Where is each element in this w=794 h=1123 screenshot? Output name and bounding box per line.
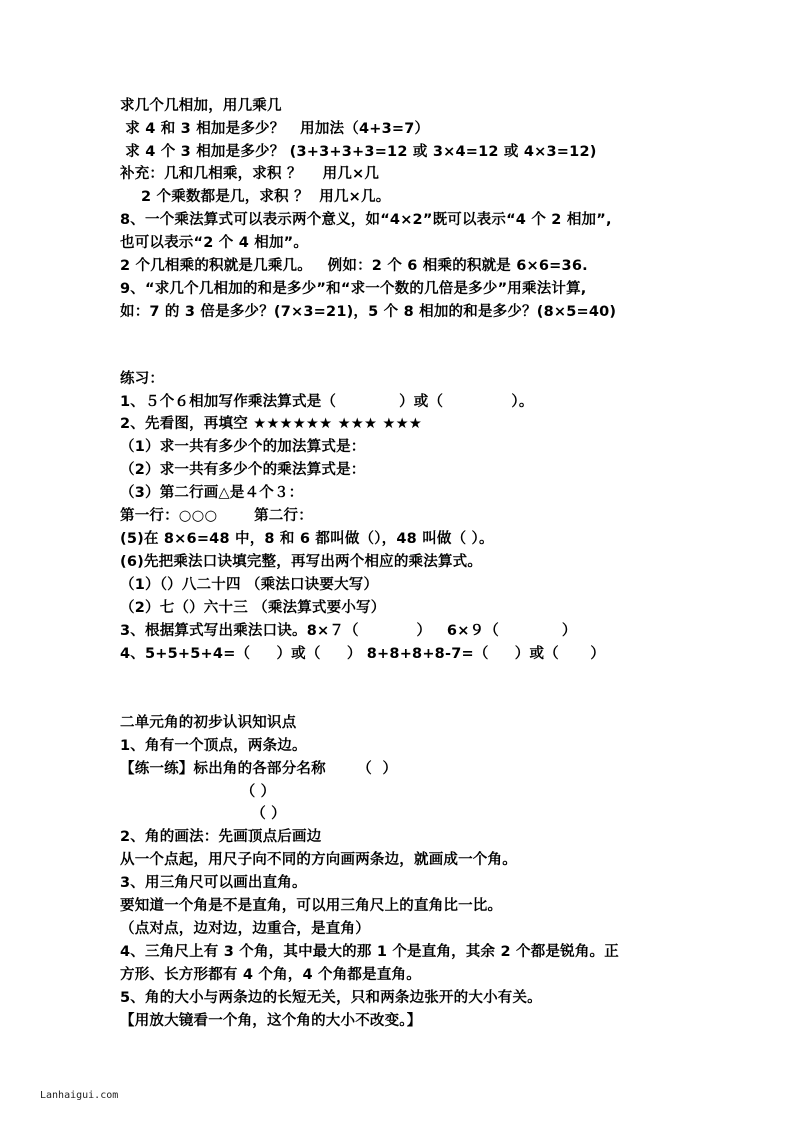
exercise-line: 4、5+5+5+4=（ ）或（ ） 8+8+8+8-7=（ ）或（ ）: [120, 646, 606, 662]
angle-line: （ ）: [120, 784, 276, 800]
angle-line: 5、角的大小与两条边的长短无关，只和两条边张开的大小有关。: [120, 990, 542, 1006]
section1-line: 2 个几相乘的积就是几乘几。 例如：2 个 6 相乘的积就是 6×6=36.: [120, 258, 588, 274]
exercise-line: （3）第二行画△是４个３：: [120, 485, 304, 501]
exercise-line: 2、先看图，再填空 ★★★★★★ ★★★ ★★★: [120, 416, 423, 432]
angle-line: 4、三角尺上有 3 个角，其中最大的那 1 个是直角，其余 2 个都是锐角。正: [120, 944, 619, 960]
angle-line: 1、角有一个顶点，两条边。: [120, 738, 307, 754]
exercise-line: （2）求一共有多少个的乘法算式是：: [120, 462, 366, 478]
section1-line: 也可以表示“2 个 4 相加”。: [120, 235, 309, 251]
angle-line: （点对点，边对边，边重合，是直角）: [120, 921, 370, 937]
angle-line: 从一个点起，用尺子向不同的方向画两条边，就画成一个角。: [120, 852, 517, 868]
section3-heading: 二单元角的初步认识知识点: [120, 715, 297, 731]
section1-line: 8、一个乘法算式可以表示两个意义，如“4×2”既可以表示“4 个 2 相加”,: [120, 212, 612, 228]
angle-line: 要知道一个角是不是直角，可以用三角尺上的直角比一比。: [120, 898, 503, 914]
section1-line: 补充：几和几相乘，求积 ？ 用几×几: [120, 166, 380, 182]
angle-line: 【用放大镜看一个角，这个角的大小不改变。】: [120, 1013, 422, 1029]
exercise-line: （2）七（）六十三 （乘法算式要小写）: [120, 600, 386, 616]
section1-line: 2 个乘数都是几，求积 ？ 用几×几。: [120, 189, 391, 205]
exercise-line: (6)先把乘法口诀填完整，再写出两个相应的乘法算式。: [120, 554, 483, 570]
section2-heading: 练习：: [120, 371, 165, 387]
section1-line: 9、“求几个几相加的和是多少”和“求一个数的几倍是多少”用乘法计算,: [120, 281, 587, 297]
footer-watermark: Lanhaigui.com: [40, 1090, 119, 1101]
section1-line: 求 4 个 3 相加是多少？ (3+3+3+3=12 或 3×4=12 或 4×3=12): [120, 144, 597, 160]
section1-line: 如：7 的 3 倍是多少？(7×3=21)，5 个 8 相加的和是多少？(8×5=40): [120, 304, 617, 320]
angle-line: 3、用三角尺可以画出直角。: [120, 875, 307, 891]
exercise-line: (5)在 8×6=48 中，8 和 6 都叫做（），48 叫做（ ）。: [120, 531, 494, 547]
section1-heading: 求几个几相加，用几乘几: [120, 98, 282, 114]
angle-line: 2、角的画法：先画顶点后画边: [120, 829, 322, 845]
exercise-line: 1、５个６相加写作乘法算式是（ ）或（ ）。: [120, 394, 534, 410]
section1-line: 求 4 和 3 相加是多少？ 用加法（4+3=7）: [120, 121, 430, 137]
angle-line: （ ）: [120, 806, 286, 822]
exercise-line: 第一行：○○○ 第二行：: [120, 508, 313, 524]
exercise-line: （1）（）八二十四 （乘法口诀要大写）: [120, 577, 379, 593]
exercise-line: 3、根据算式写出乘法口诀。8×７（ ） 6×９（ ）: [120, 623, 577, 639]
angle-line: 方形、长方形都有 4 个角，4 个角都是直角。: [120, 967, 421, 983]
exercise-line: （1）求一共有多少个的加法算式是：: [120, 439, 366, 455]
angle-line: 【练一练】标出角的各部分名称 （ ）: [120, 761, 398, 777]
